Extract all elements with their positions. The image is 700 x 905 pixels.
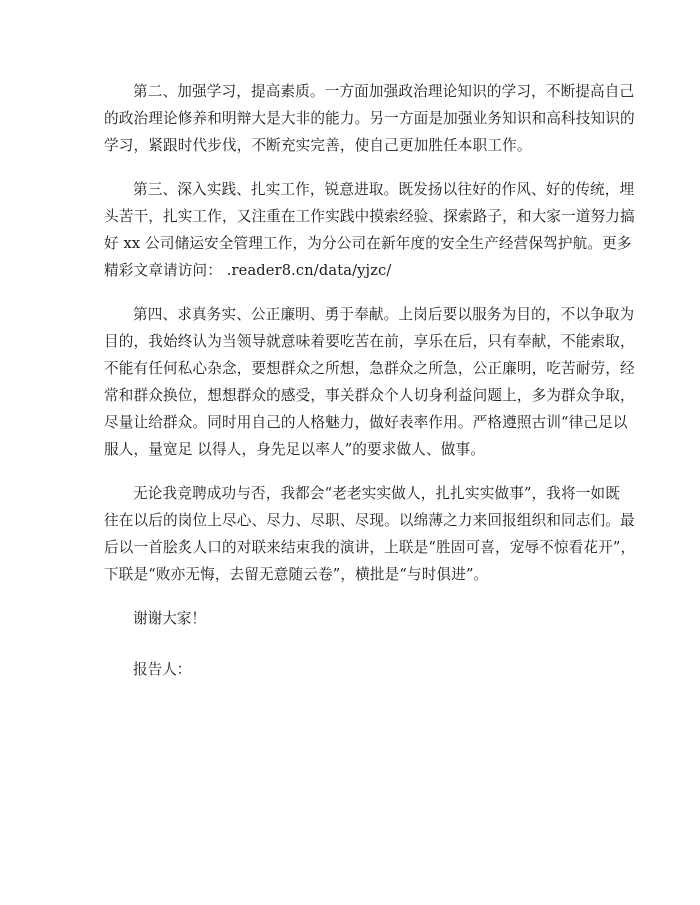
- text-line: 的政治理论修养和明辩大是大非的能力。另一方面是加强业务知识和高科技知识的: [104, 110, 635, 127]
- text-line: 下联是“败亦无悔，去留无意随云卷”，横批是“与时俱进”。: [104, 566, 489, 583]
- text-line: 无论我竞聘成功与否，我都会“老老实实做人，扎扎实实做事”，我将一如既: [133, 485, 621, 502]
- text-line: 学习，紧跟时代步伐，不断充实完善，使自己更加胜任本职工作。: [104, 137, 532, 154]
- text-line: 目的，我始终认为当领导就意味着要吃苦在前，享乐在后，只有奉献，不能索取，: [104, 333, 635, 350]
- document-body: [104, 78, 636, 707]
- text-line: 第四、求真务实、公正廉明、勇于奉献。上岗后要以服务为目的，不以争取为: [133, 306, 635, 323]
- text-line: 常和群众换位，想想群众的感受，事关群众个人切身利益问题上，多为群众争取，: [104, 387, 635, 404]
- text-line: 好 xx 公司储运安全管理工作，为分公司在新年度的安全生产经营保驾护航。更多: [104, 235, 632, 252]
- text-line: 第二、加强学习，提高素质。一方面加强政治理论知识的学习，不断提高自己: [133, 83, 635, 100]
- reporter-line: 报告人：: [133, 661, 192, 678]
- text-line: 头苦干，扎实工作，又注重在工作实践中摸索经验、探索路子，和大家一道努力搞: [104, 208, 635, 225]
- text-line: 服人，量宽足 以得人，身先足以率人”的要求做人、做事。: [104, 441, 485, 458]
- text-line-with-link: 精彩文章请访问： .reader8.cn/data/yjzc/: [104, 262, 392, 279]
- text-line: 第三、深入实践、扎实工作，锐意进取。既发扬以往好的作风、好的传统，埋: [133, 181, 635, 198]
- paragraph-second-point: [104, 78, 635, 159]
- paragraph-third-point: [104, 176, 635, 284]
- text-line: 不能有任何私心杂念，要想群众之所想，急群众之所急，公正廉明，吃苦耐劳，经: [104, 360, 635, 377]
- thanks-line: 谢谢大家！: [133, 610, 206, 627]
- paragraph-fourth-point: [104, 301, 635, 463]
- text-line: 尽量让给群众。同时用自己的人格魅力，做好表率作用。严格遵照古训“律己足以: [104, 414, 628, 431]
- text-line: 后以一首脍炙人口的对联来结束我的演讲，上联是“胜固可喜，宠辱不惊看花开”，: [104, 539, 636, 556]
- paragraph-closing: [104, 480, 636, 588]
- text-line: 往在以后的岗位上尽心、尽力、尽职、尽现。以绵薄之力来回报组织和同志们。最: [104, 512, 635, 529]
